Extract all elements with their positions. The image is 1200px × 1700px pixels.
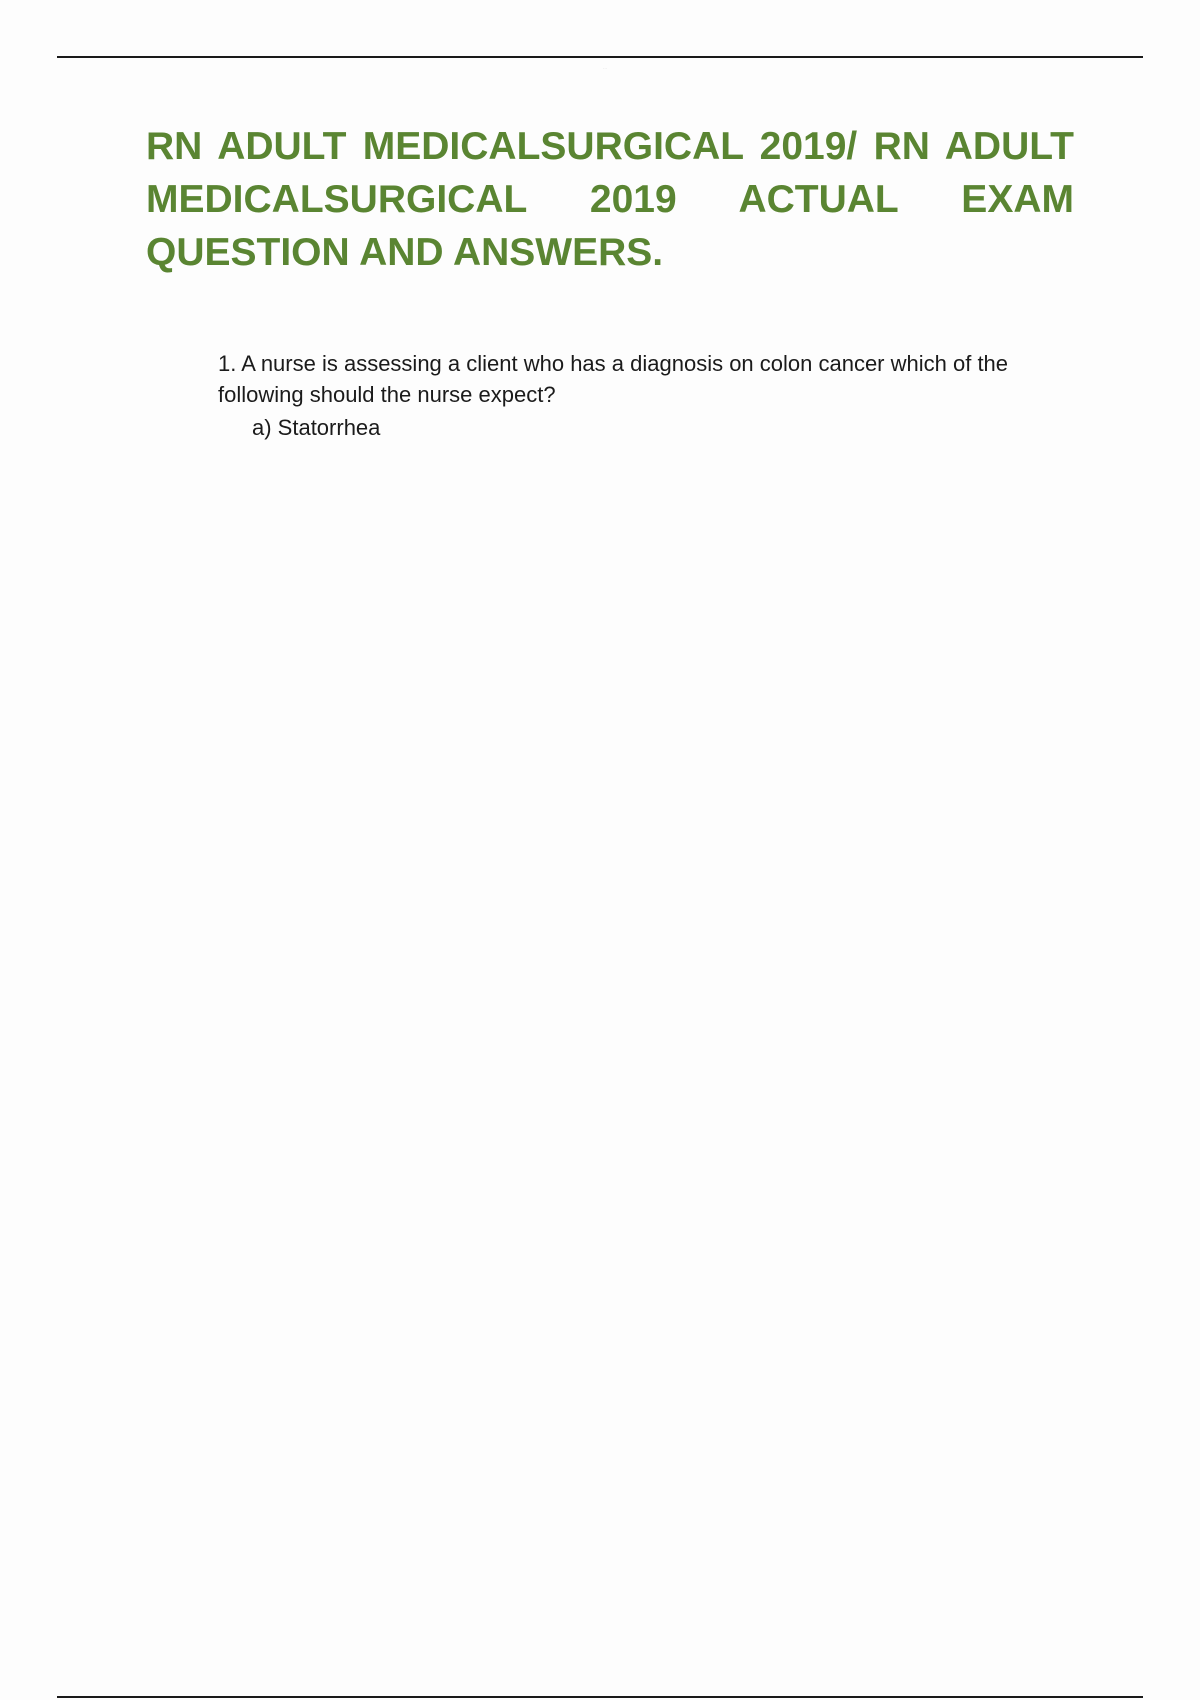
document-title: RN ADULT MEDICALSURGICAL 2019/ RN ADULT MEDICALSURGICAL 2019 ACTUAL EXAM QUESTION AND ANSWERS. bbox=[146, 125, 1074, 274]
question-item bbox=[218, 348, 1090, 443]
answer-option: a) Statorrhea bbox=[252, 415, 381, 440]
question-text: 1. A nurse is assessing a client who has a diagnosis on colon cancer which of the following should the nurse expect? bbox=[218, 351, 1009, 407]
top-rule bbox=[57, 56, 1143, 58]
bottom-rule bbox=[57, 1696, 1143, 1698]
header-mark: ··· bbox=[603, 66, 607, 71]
